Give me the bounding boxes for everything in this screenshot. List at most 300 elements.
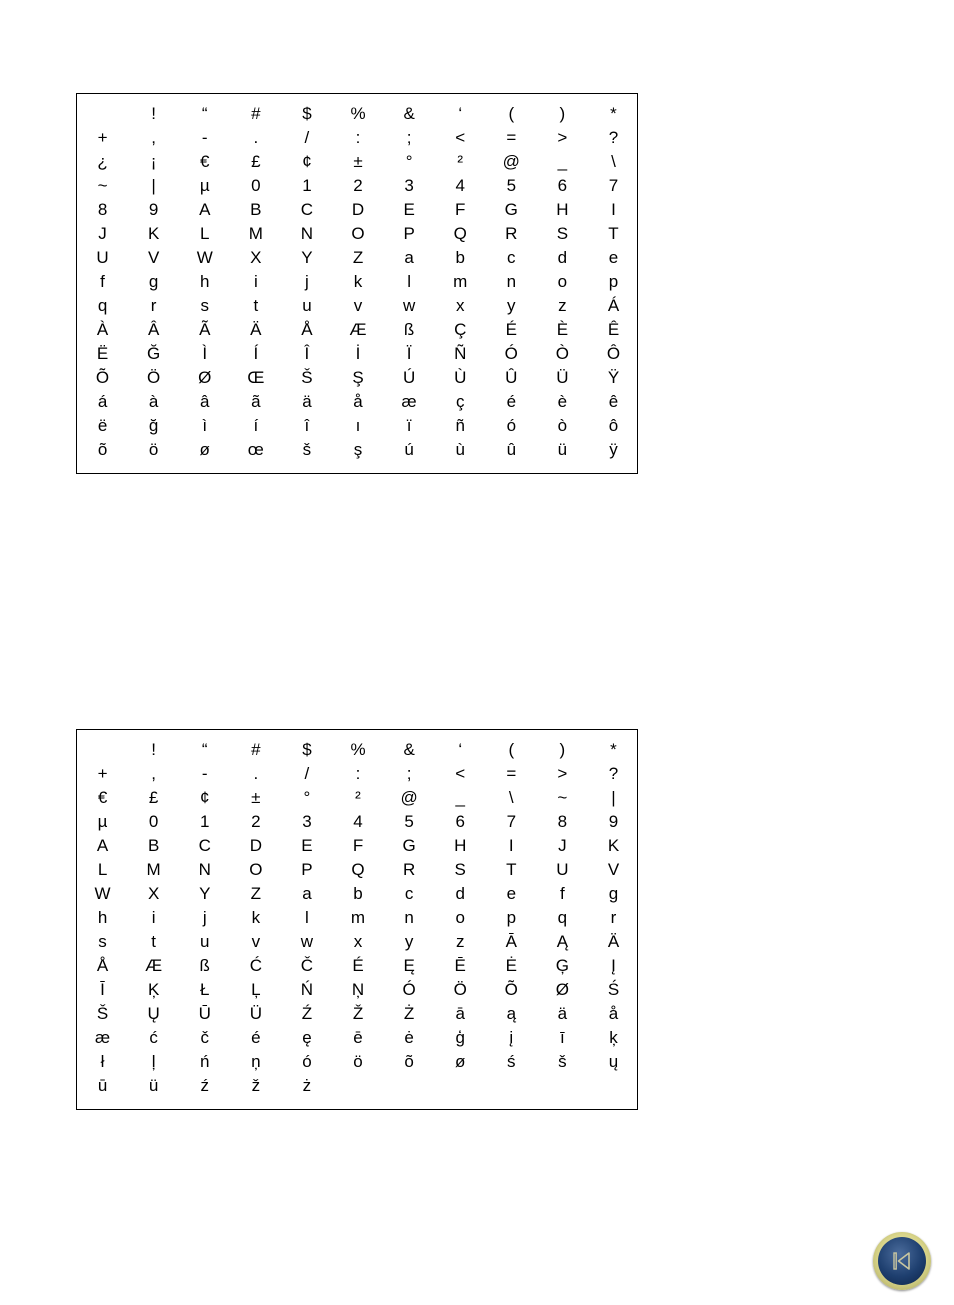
character-cell: ä [302,392,312,411]
character-cell: 0 [148,812,159,831]
character-cell: Ü [556,368,569,387]
character-cell [486,1074,537,1098]
character-cell: æ [401,392,417,411]
character-cell: Ć [249,956,262,975]
character-cell: į [509,1028,514,1047]
character-cell: µ [97,812,108,831]
character-cell: Ö [453,980,467,999]
character-cell: ä [557,1004,568,1023]
character-cell: ź [200,1076,209,1095]
character-cell: Õ [95,368,110,387]
character-cell: s [200,296,209,315]
character-cell: & [403,740,415,759]
character-cell: Ó [504,344,518,363]
character-cell: ł [100,1052,105,1071]
character-cell [332,1074,383,1098]
character-cell: á [97,392,108,411]
character-cell: i [253,272,258,291]
character-cell: ~ [97,176,108,195]
character-cell: Š [96,1004,109,1023]
character-cell: H [454,836,467,855]
character-cell: Í [253,344,259,363]
character-cell: ‘ [458,740,463,759]
character-cell: J [98,224,107,243]
character-cell: ~ [557,788,568,807]
character-cell: a [302,884,312,903]
character-cell: Ż [403,1004,415,1023]
character-cell: U [556,860,569,879]
character-cell: ; [406,764,412,783]
character-cell: û [506,440,517,459]
character-cell: z [558,296,567,315]
character-cell: q [97,296,108,315]
character-cell: G [504,200,518,219]
character-cell: ò [557,416,568,435]
character-cell: ( [508,104,515,123]
character-cell: æ [94,1028,111,1047]
back-button-face [878,1237,926,1285]
character-cell: o [455,908,465,927]
character-cell: f [100,272,105,291]
character-cell: d [455,884,465,903]
character-cell: q [557,908,568,927]
character-cell: ū [97,1076,108,1095]
character-cell: Ç [454,320,467,339]
character-cell: 6 [455,812,465,831]
character-cell: @ [502,152,520,171]
character-cell: a [404,248,414,267]
character-cell: 2 [353,176,363,195]
character-cell: h [200,272,210,291]
character-cell: š [302,440,312,459]
character-cell: ) [559,104,566,123]
character-cell: Ñ [454,344,467,363]
character-cell: m [350,908,366,927]
character-cell: E [301,836,313,855]
character-cell: 8 [557,812,568,831]
character-cell: ) [559,740,566,759]
character-cell: Š [301,368,313,387]
character-cell: Á [607,296,620,315]
character-cell: ī [560,1028,565,1047]
character-cell: ś [507,1052,516,1071]
character-cell: Ù [454,368,467,387]
character-cell: Ë [96,344,109,363]
character-cell: œ [247,440,264,459]
character-cell: N [198,860,211,879]
character-cell: ö [148,440,159,459]
character-cell: ( [508,740,515,759]
character-cell: $ [302,104,312,123]
character-cell: E [403,200,415,219]
character-cell: V [607,860,620,879]
character-cell: ā [455,1004,465,1023]
character-table-1 [76,93,638,474]
character-cell: m [453,272,468,291]
character-cell: O [351,224,365,243]
character-cell: ü [148,1076,159,1095]
back-to-start-button[interactable] [873,1232,931,1290]
character-cell: ń [200,1052,210,1071]
character-cell: v [251,932,261,951]
character-cell: Ś [607,980,620,999]
character-cell: ç [455,392,465,411]
character-cell: g [148,272,159,291]
character-cell: - [201,764,208,783]
character-cell: ż [302,1076,312,1095]
character-cell: + [97,764,108,783]
character-cell: ņ [251,1052,261,1071]
character-cell: ¿ [97,152,108,171]
character-cell: A [199,200,211,219]
character-cell: : [355,764,361,783]
character-cell: à [148,392,159,411]
character-cell: y [507,296,516,315]
character-cell: Ó [402,980,416,999]
character-cell: Å [301,320,313,339]
character-cell: å [353,392,363,411]
character-cell: < [455,128,466,147]
character-cell: N [300,224,314,243]
character-cell: õ [404,1052,414,1071]
character-cell: + [97,128,108,147]
character-cell: Ī [100,980,105,999]
character-cell: Ğ [147,344,161,363]
character-cell: J [558,836,567,855]
character-cell: ö [353,1052,363,1071]
character-cell: < [455,764,466,783]
character-cell: k [251,908,261,927]
character-cell: j [202,908,207,927]
character-cell: ê [608,392,619,411]
character-cell: ž [251,1076,261,1095]
character-cell: w [300,932,314,951]
character-cell [537,1074,588,1098]
character-cell: ! [151,104,156,123]
character-cell: e [608,248,619,267]
character-cell: Y [301,248,313,267]
character-cell: * [610,740,617,759]
character-cell: K [147,224,160,243]
character-cell: = [506,764,517,783]
character-cell: å [608,1004,619,1023]
character-cell: ² [355,788,361,807]
character-table-2 [76,729,638,1110]
character-cell: b [353,884,363,903]
character-cell: z [455,932,465,951]
character-cell: Ì [202,344,208,363]
character-cell: = [506,128,517,147]
character-cell: Ÿ [607,368,620,387]
character-cell: G [402,836,416,855]
character-cell: ø [455,1052,466,1071]
character-cell: š [558,1052,567,1071]
character-cell: ° [303,788,311,807]
character-cell: Z [250,884,262,903]
character-cell: µ [199,176,210,195]
character-cell: ė [404,1028,414,1047]
character-cell: > [557,128,568,147]
character-cell: ¡ [150,152,157,171]
character-cell: l [407,272,411,291]
character-cell: L [97,860,108,879]
character-cell: F [352,836,364,855]
character-cell: 7 [608,176,619,195]
character-cell: T [506,860,517,879]
character-cell: r [610,908,617,927]
character-cell: C [300,200,314,219]
character-cell: 5 [404,812,414,831]
character-cell: u [200,932,210,951]
character-cell: ķ [609,1028,618,1047]
character-cell: h [97,908,108,927]
character-cell: ± [251,788,261,807]
character-cell: \ [611,152,616,171]
character-cell: € [200,152,210,171]
character-cell: ? [608,764,619,783]
character-cell: è [557,392,568,411]
character-cell: I [508,836,514,855]
character-cell: Ò [555,344,569,363]
character-cell: U [96,248,109,267]
character-cell: É [352,956,364,975]
character-cell: | [151,176,156,195]
character-cell: ô [608,416,619,435]
character-cell: u [302,296,312,315]
character-cell: ÿ [609,440,618,459]
character-cell: £ [251,152,261,171]
character-cell: W [196,248,213,267]
character-cell: * [610,104,617,123]
character-cell: Ü [249,1004,262,1023]
character-cell: x [353,932,363,951]
character-cell: y [404,932,414,951]
character-cell: p [506,908,517,927]
character-cell: ¢ [200,788,210,807]
character-cell: Å [96,956,109,975]
character-cell: É [505,320,517,339]
character-cell: . [253,128,259,147]
character-cell: v [353,296,363,315]
character-cell: L [200,224,210,243]
character-grid-1 [77,102,637,462]
character-cell: Ê [607,320,620,339]
character-cell: t [253,296,259,315]
character-cell: f [560,884,565,903]
character-cell: 4 [455,176,465,195]
character-cell: Ã [199,320,211,339]
character-cell: X [250,248,262,267]
character-cell: / [304,128,310,147]
character-cell: d [557,248,568,267]
character-cell: _ [455,788,465,807]
character-cell: D [249,836,262,855]
character-cell: ë [97,416,108,435]
character-cell: : [355,128,361,147]
character-cell: x [455,296,465,315]
character-cell: ğ [148,416,159,435]
character-cell: > [557,764,568,783]
character-cell: Ē [454,956,466,975]
character-cell: Ę [403,956,415,975]
character-cell: % [350,104,366,123]
character-cell: 7 [506,812,517,831]
character-cell: ß [199,956,210,975]
character-cell: H [556,200,569,219]
character-cell: Ņ [351,980,365,999]
character-cell: “ [201,104,208,123]
character-cell: Ï [406,344,412,363]
character-cell: Û [505,368,518,387]
character-cell: t [151,932,156,951]
character-cell [77,738,128,762]
character-cell: £ [148,788,159,807]
character-cell: Č [300,956,314,975]
character-cell: e [506,884,517,903]
character-cell: ì [202,416,208,435]
character-cell: ş [353,440,363,459]
character-cell: O [249,860,263,879]
character-cell: ļ [151,1052,156,1071]
character-cell: A [96,836,109,855]
character-cell: ¢ [302,152,312,171]
character-cell: I [611,200,616,219]
character-cell: İ [355,344,361,363]
character-cell: . [253,764,259,783]
character-cell: n [506,272,517,291]
character-cell: 2 [251,812,261,831]
character-cell: Ū [198,1004,211,1023]
character-cell: 1 [302,176,312,195]
character-cell [435,1074,486,1098]
character-cell: ù [455,440,465,459]
character-cell: ę [302,1028,312,1047]
character-cell: ß [403,320,415,339]
character-cell: ã [251,392,261,411]
character-cell: Ú [402,368,416,387]
character-cell: g [608,884,619,903]
character-cell: R [505,224,518,243]
character-cell: \ [508,788,514,807]
character-cell: ą [506,1004,517,1023]
character-cell: 3 [302,812,312,831]
character-cell: ó [506,416,517,435]
character-cell: € [97,788,108,807]
character-cell: $ [302,740,312,759]
character-cell: W [94,884,111,903]
character-cell: 4 [353,812,363,831]
character-cell: Ļ [251,980,261,999]
character-cell: Ä [607,932,620,951]
character-cell: n [404,908,414,927]
character-cell: Ø [555,980,569,999]
character-cell: R [402,860,416,879]
character-cell: Æ [145,956,163,975]
character-cell: ú [404,440,414,459]
character-cell: 8 [97,200,108,219]
character-cell: C [198,836,211,855]
skip-back-icon [890,1249,914,1273]
character-cell: é [251,1028,261,1047]
character-cell: , [151,764,156,783]
character-cell: b [455,248,465,267]
character-cell: j [305,272,309,291]
character-cell: č [200,1028,209,1047]
character-cell: Ô [606,344,621,363]
character-cell: ; [406,128,412,147]
character-cell: Ų [147,1004,160,1023]
character-cell: ² [457,152,464,171]
character-cell: Y [199,884,211,903]
character-cell: Į [611,956,616,975]
character-cell: ‘ [458,104,463,123]
character-cell: @ [400,788,418,807]
character-cell: & [403,104,415,123]
character-cell: s [98,932,107,951]
character-cell: í [253,416,259,435]
character-cell: Ė [505,956,517,975]
character-cell: Õ [504,980,518,999]
character-cell: é [506,392,517,411]
character-cell: ø [199,440,210,459]
character-cell: â [200,392,210,411]
character-cell: ē [353,1028,363,1047]
character-cell: Œ [247,368,265,387]
character-cell: Æ [349,320,367,339]
character-cell: P [403,224,415,243]
character-cell: S [454,860,466,879]
character-cell: c [404,884,414,903]
character-cell: S [556,224,569,243]
character-cell: c [507,248,516,267]
character-cell: B [147,836,160,855]
character-cell: p [608,272,619,291]
character-cell: 6 [557,176,568,195]
character-cell: ı [355,416,361,435]
character-cell: ? [608,128,619,147]
character-cell: o [557,272,568,291]
character-cell: Ā [505,932,517,951]
character-cell: Ø [198,368,212,387]
character-cell: ų [608,1052,619,1071]
character-cell: D [351,200,365,219]
character-cell: î [304,416,310,435]
character-cell: M [146,860,161,879]
character-cell: À [96,320,109,339]
character-grid-2 [77,738,637,1098]
character-cell: Ł [200,980,210,999]
character-cell: w [402,296,416,315]
character-cell: õ [97,440,108,459]
character-cell: l [305,908,309,927]
character-cell: % [350,740,366,759]
character-cell: F [455,200,466,219]
character-cell: B [250,200,262,219]
character-cell: Ş [352,368,364,387]
character-cell: Ź [301,1004,313,1023]
character-cell: ° [405,152,413,171]
character-cell: # [251,740,261,759]
character-cell: ñ [455,416,465,435]
character-cell: ü [557,440,568,459]
character-cell: M [248,224,263,243]
character-cell: 1 [200,812,210,831]
character-cell [588,1074,639,1098]
character-cell: Ģ [555,956,569,975]
character-cell: ć [149,1028,158,1047]
character-cell: ï [406,416,412,435]
character-cell: Q [453,224,467,243]
